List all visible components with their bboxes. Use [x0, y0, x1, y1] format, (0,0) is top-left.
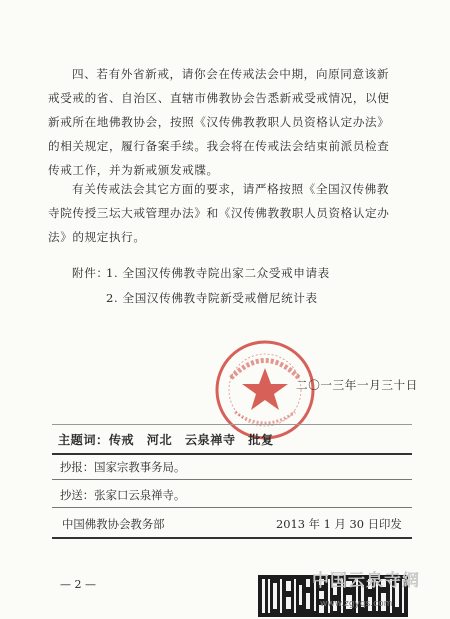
bleed-through-shadow: [150, 36, 180, 65]
signoff-date-text: 二〇一三年一月三十日: [296, 378, 418, 392]
section-4-line-1: 四、若有外省新戒，请你会在传戒法会中期，向原同意该新: [72, 67, 390, 81]
section-5-line-1: 有关传戒法会其它方面的要求，请严格按照《全国汉传佛教: [72, 182, 390, 196]
subject-terms: 传戒 河北 云泉禅寺 批复: [108, 433, 274, 447]
section-4-line-4: 的相关规定，履行备案手续。我会将在传戒法会结束前派员检查: [48, 139, 390, 153]
site-watermark-url[interactable]: www.zgyqs.com: [320, 599, 393, 609]
section-4-line-5: 传戒工作，并为新戒颁发戒牒。: [48, 163, 219, 177]
site-watermark: 中国云泉寺網: [312, 571, 420, 591]
issuer: 中国佛教协会教务部: [62, 517, 165, 531]
attachment-item-1: 1. 全国汉传佛教寺院出家二众受戒申请表: [106, 266, 330, 280]
rule-below-subject: [52, 453, 412, 455]
rule-below-cc-report: [52, 479, 412, 480]
attachment-item-2: 2. 全国汉传佛教寺院新受戒僧尼统计表: [106, 291, 318, 305]
section-4-line-2: 戒受戒的省、自治区、直辖市佛教协会告悉新戒受戒情况，以便: [48, 91, 390, 105]
attachments-label: 附件：: [72, 266, 109, 280]
rule-bottom: [52, 537, 412, 539]
section-4-line-3: 新戒所在地佛教协会，按照《汉传佛教教职人员资格认定办法》: [48, 115, 390, 129]
section-5-line-3: 法》的规定执行。: [48, 230, 146, 244]
rule-below-cc-send: [52, 507, 412, 508]
subject-label: 主题词：: [58, 433, 109, 447]
cc-send-line: 抄送：张家口云泉禅寺。: [60, 488, 186, 502]
rule-above-subject: [52, 424, 412, 425]
subject-keywords: [58, 431, 274, 448]
cc-report-line: 抄报：国家宗教事务局。: [60, 460, 186, 474]
page-number: — 2 —: [60, 578, 96, 591]
section-5-line-2: 寺院传授三坛大戒管理办法》和《汉传佛教教职人员资格认定办: [48, 206, 390, 220]
print-date: 2013 年 1 月 30 日印发: [276, 517, 402, 531]
